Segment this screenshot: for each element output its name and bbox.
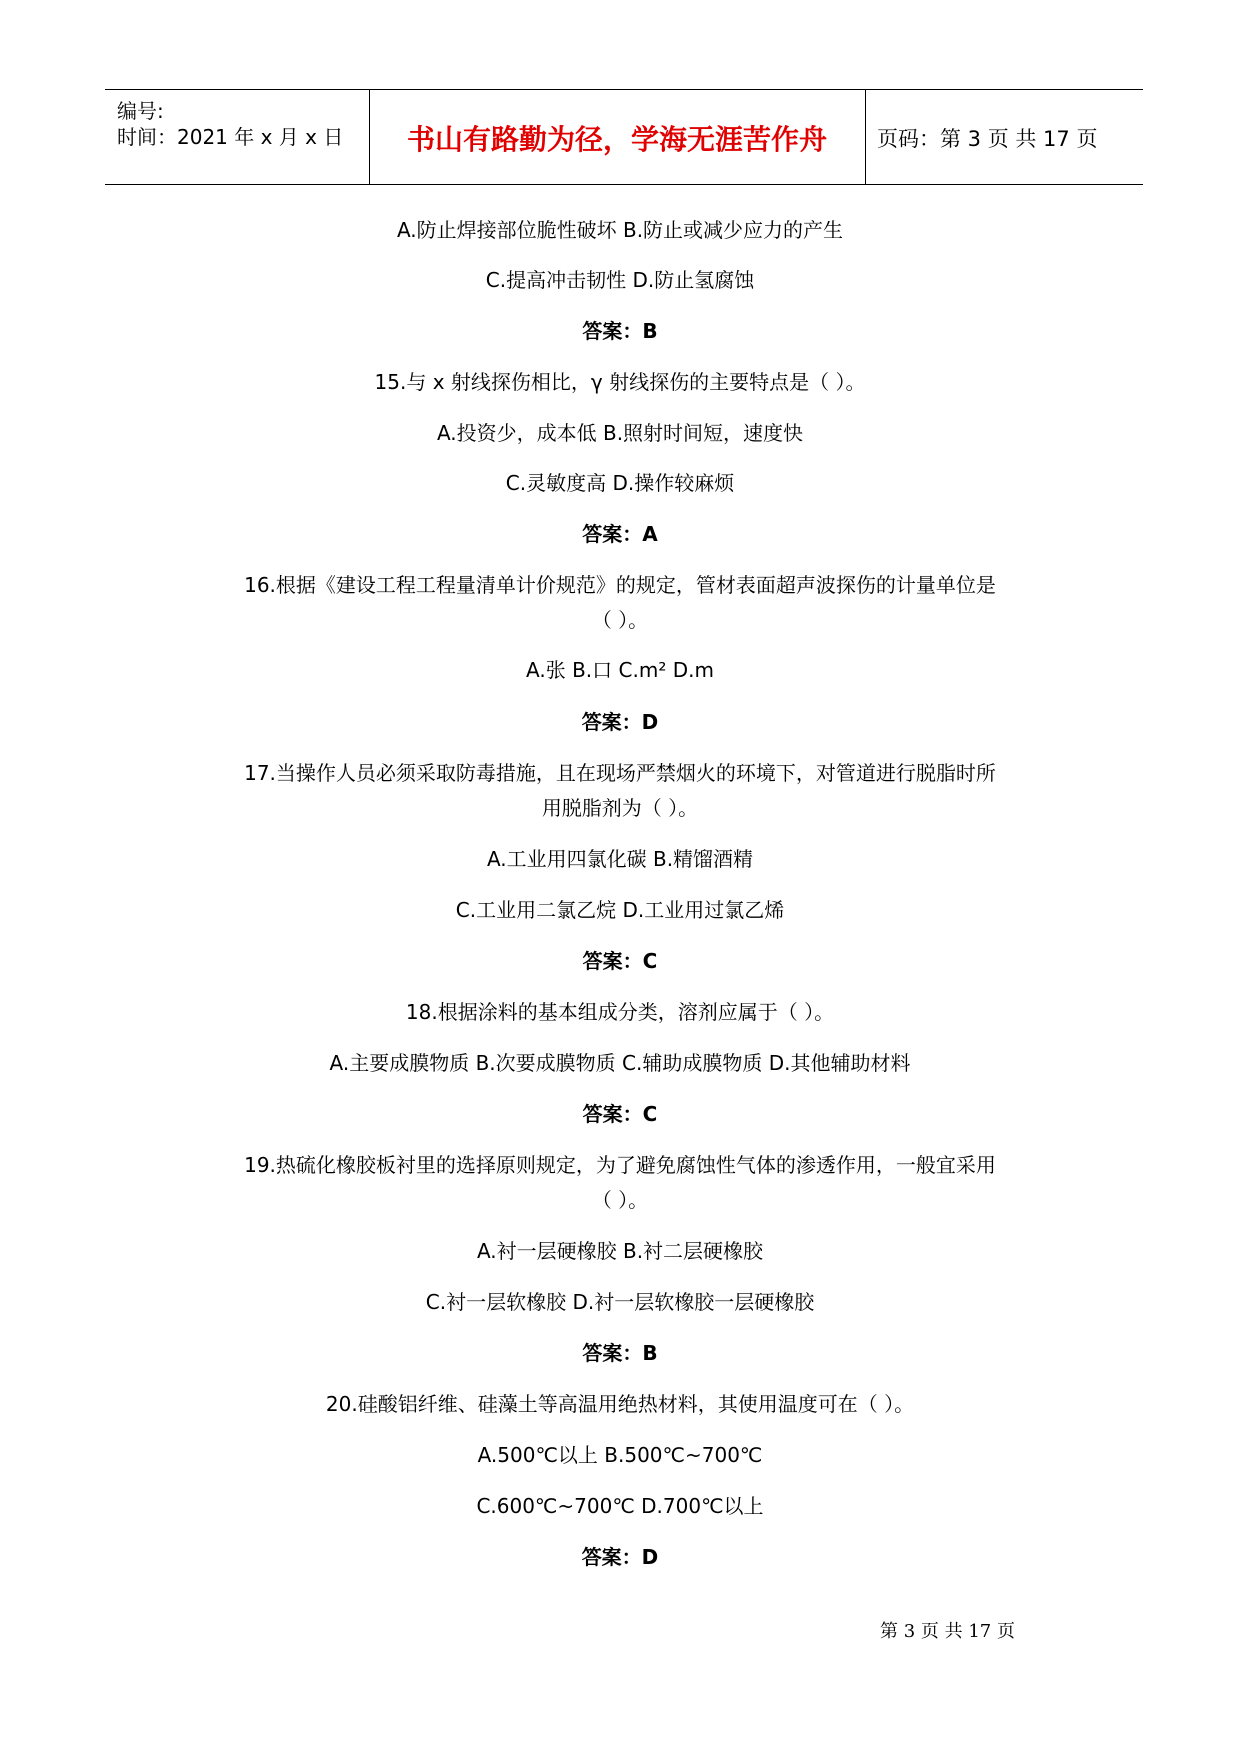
page-footer: 第 3 页 共 17 页	[880, 1621, 1015, 1642]
question-line: 16.根据《建设工程工程量清单计价规范》的规定，管材表面超声波探伤的计量单位是	[244, 573, 996, 597]
header-page-cell	[865, 90, 1143, 184]
option-line: C.衬一层软橡胶 D.衬一层软橡胶一层硬橡胶	[425, 1290, 815, 1314]
option-line: C.工业用二氯乙烷 D.工业用过氯乙烯	[455, 898, 785, 922]
document-number-label: 编号:	[117, 99, 164, 123]
question-line: 17.当操作人员必须采取防毒措施，且在现场严禁烟火的环境下，对管道进行脱脂时所	[244, 761, 996, 785]
document-time-label: 时间：2021 年 x 月 x 日	[117, 125, 344, 149]
header-page-number: 页码：第 3 页 共 17 页	[877, 127, 1098, 151]
question-line: 18.根据涂料的基本组成分类，溶剂应属于（ ）。	[405, 1000, 835, 1024]
question-line-cont: （ ）。	[591, 608, 649, 632]
option-line: A.500℃以上 B.500℃~700℃	[477, 1443, 763, 1467]
question-line-cont: （ ）。	[591, 1188, 649, 1212]
answer-line: 答案：A	[582, 522, 658, 546]
header-motto: 书山有路勤为径，学海无涯苦作舟	[406, 123, 827, 156]
option-line: C.提高冲击韧性 D.防止氢腐蚀	[485, 268, 755, 292]
header-info-cell	[105, 90, 370, 184]
page-header	[105, 89, 1143, 185]
option-line: C.灵敏度高 D.操作较麻烦	[505, 471, 735, 495]
answer-line: 答案：D	[581, 710, 659, 734]
option-line: A.主要成膜物质 B.次要成膜物质 C.辅助成膜物质 D.其他辅助材料	[329, 1051, 911, 1075]
answer-line: 答案：C	[582, 1102, 658, 1126]
answer-line: 答案：B	[582, 319, 658, 343]
answer-line: 答案：D	[581, 1545, 659, 1569]
header-motto-cell	[369, 90, 866, 184]
option-line: A.工业用四氯化碳 B.精馏酒精	[486, 847, 754, 871]
answer-line: 答案：B	[582, 1341, 658, 1365]
option-line: A.衬一层硬橡胶 B.衬二层硬橡胶	[476, 1239, 764, 1263]
option-line: A.投资少，成本低 B.照射时间短，速度快	[436, 421, 804, 445]
question-line: 19.热硫化橡胶板衬里的选择原则规定，为了避免腐蚀性气体的渗透作用，一般宜采用	[244, 1153, 996, 1177]
answer-line: 答案：C	[582, 949, 658, 973]
question-line: 20.硅酸铝纤维、硅藻土等高温用绝热材料，其使用温度可在（ ）。	[325, 1392, 915, 1416]
question-line: 15.与 x 射线探伤相比，γ 射线探伤的主要特点是（ ）。	[374, 370, 866, 394]
question-line-cont: 用脱脂剂为（ ）。	[541, 796, 699, 820]
option-line: C.600℃~700℃ D.700℃以上	[476, 1494, 764, 1518]
option-line: A.防止焊接部位脆性破坏 B.防止或减少应力的产生	[396, 218, 844, 242]
option-line: A.张 B.口 C.m² D.m	[526, 658, 714, 682]
